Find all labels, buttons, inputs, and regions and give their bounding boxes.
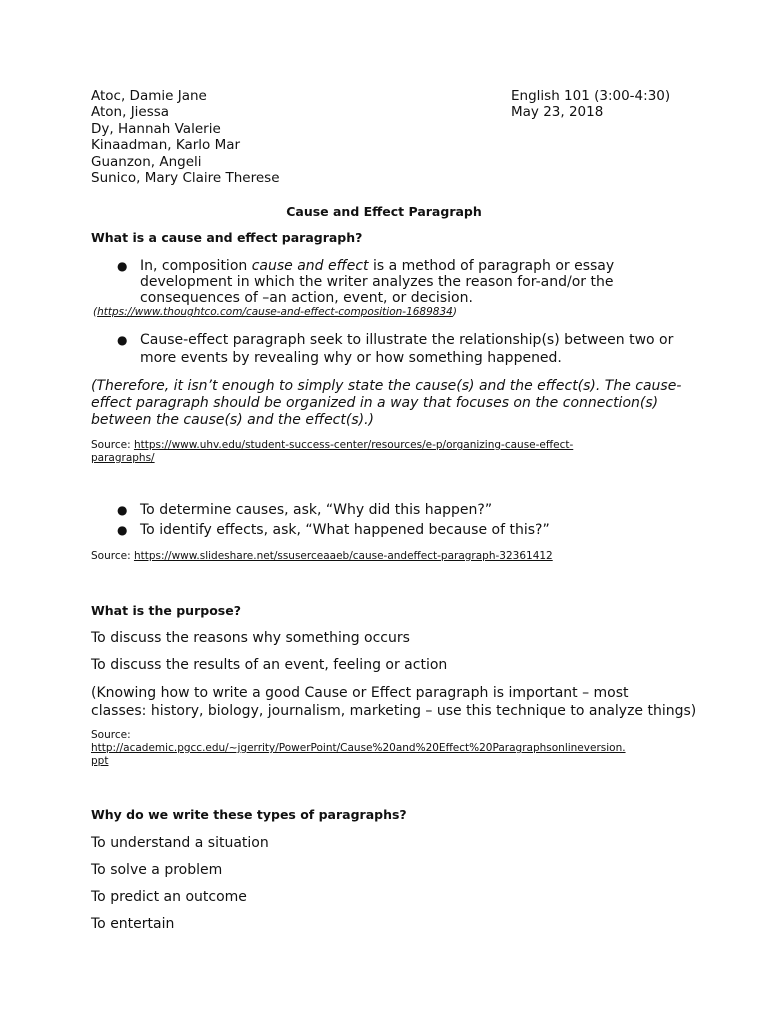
course-info [511,88,670,121]
citation-link[interactable]: https://www.thoughtco.com/cause-and-effect-composition-1689834 [97,306,453,318]
reason-item: To entertain [91,916,175,932]
reason-item: To solve a problem [91,862,223,878]
bullet-icon: ● [117,259,128,273]
source-link[interactable]: https://www.uhv.edu/student-success-center/resources/e-p/organizing-cause-effect- [133,439,574,451]
author-name: Guanzon, Angeli [91,153,202,170]
bullet-item: In, composition cause and effect is a method of paragraph or essay development in which the writer analyzes the reason for-and/or the consequences of –an action, event, or decision. [140,258,615,306]
italic-note: (Therefore, it isn’t enough to simply state the cause(s) and the effect(s). The cause- effect paragraph should be organized in a way that focuses on the connection(s) between the cause(s) and the effect(s).) [91,378,682,428]
section-heading-purpose: What is the purpose? [91,603,241,618]
bullet-icon: ● [117,503,128,517]
author-name: Dy, Hannah Valerie [91,120,221,137]
date: May 23, 2018 [511,104,604,121]
bullet-item: To identify effects, ask, “What happened because of this?” [140,522,550,538]
section-heading-definition: What is a cause and effect paragraph? [91,230,363,245]
author-name: Aton, Jiessa [91,104,170,121]
emphasis-text: cause and effect [251,258,369,274]
source-link[interactable]: https://www.slideshare.net/ssuserceaaeb/cause-andeffect-paragraph-32361412 [133,550,553,562]
author-name: Kinaadman, Karlo Mar [91,137,241,154]
source-link[interactable]: ppt [91,755,109,767]
bullet-item: Cause-effect paragraph seek to illustrate the relationship(s) between two or more events by revealing why or how something happened. [140,332,674,366]
source-citation: Source: https://www.slideshare.net/ssuserceaaeb/cause-andeffect-paragraph-32361412 [91,550,553,562]
source-citation: Source: http://academic.pgcc.edu/~jgerrity/PowerPoint/Cause%20and%20Effect%20Paragraphsonlineversion. ppt [91,729,626,767]
author-name: Atoc, Damie Jane [91,88,207,104]
section-heading-reasons: Why do we write these types of paragraphs? [91,807,407,822]
purpose-note: (Knowing how to write a good Cause or Effect paragraph is important – most classes: history, biology, journalism, marketing – use this technique to analyze things) [91,685,697,719]
source-link[interactable]: http://academic.pgcc.edu/~jgerrity/PowerPoint/Cause%20and%20Effect%20Paragraphsonlineversion. [91,742,626,754]
author-list [91,88,280,186]
bullet-icon: ● [117,333,128,347]
bullet-item: To determine causes, ask, “Why did this happen?” [140,502,493,518]
citation: (https://www.thoughtco.com/cause-and-effect-composition-1689834) [93,306,457,318]
purpose-item: To discuss the reasons why something occurs [91,630,410,646]
author-name: Sunico, Mary Claire Therese [91,169,280,186]
course-name: English 101 (3:00-4:30) [511,88,671,104]
source-link[interactable]: paragraphs/ [91,452,155,464]
reason-item: To understand a situation [91,835,269,851]
source-citation: Source: https://www.uhv.edu/student-success-center/resources/e-p/organizing-cause-effect- paragraphs/ [91,439,574,464]
purpose-item: To discuss the results of an event, feeling or action [91,657,448,673]
reason-item: To predict an outcome [91,889,247,905]
bullet-icon: ● [117,523,128,537]
page-title: Cause and Effect Paragraph [286,204,482,219]
